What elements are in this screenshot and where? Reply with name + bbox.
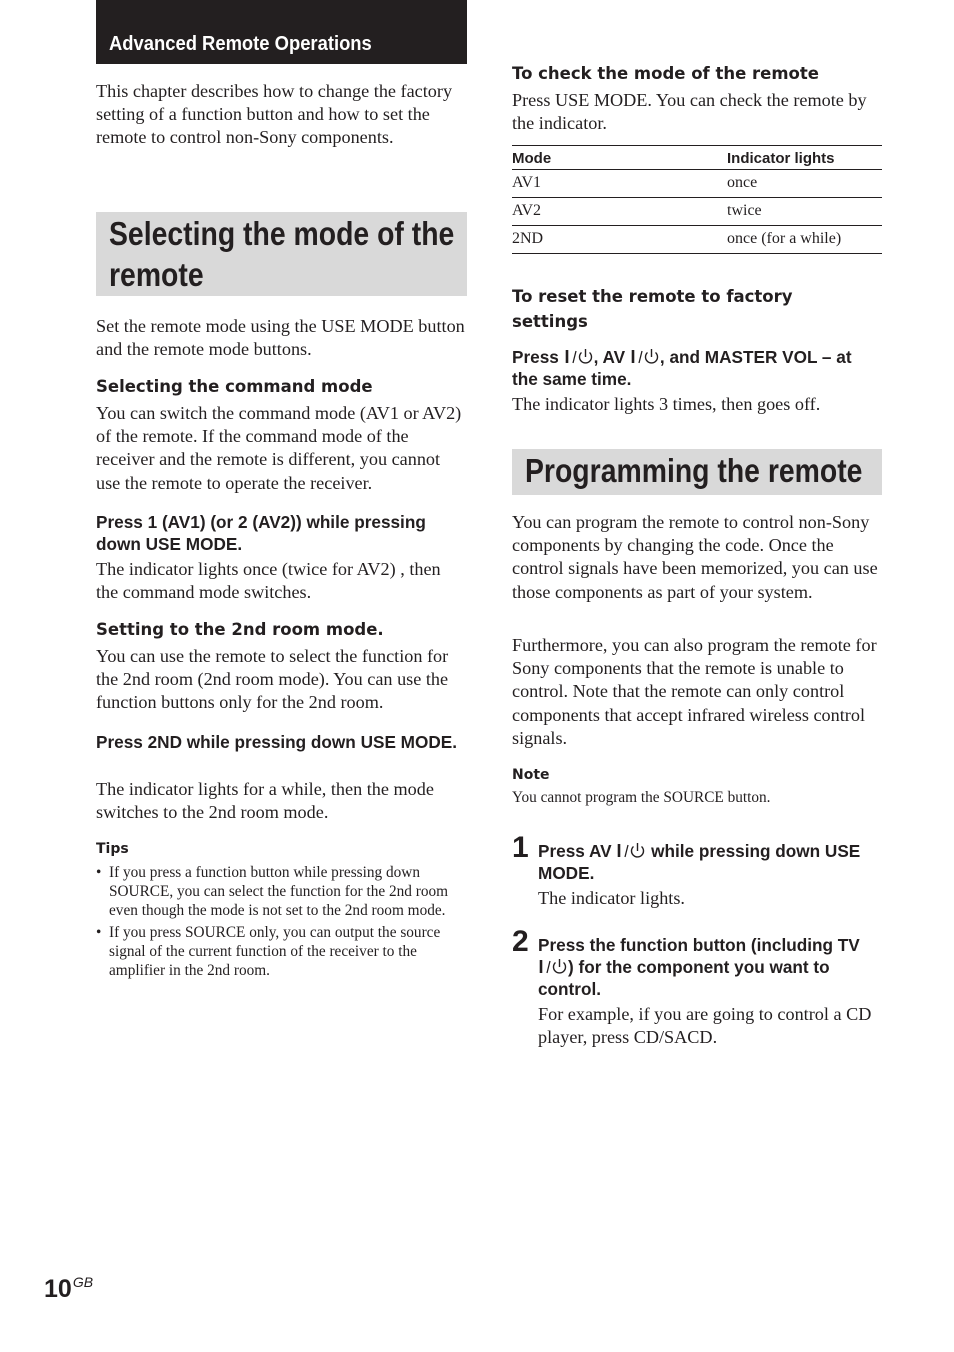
step-number: 1 (512, 831, 529, 864)
tip-item: • If you press SOURCE only, you can output the source signal of the current function of the receiver to the amplifier in the 2nd room. (96, 923, 464, 981)
tip-item: • If you press a function button while pressing down SOURCE, you can select the function for the 2nd room even though the mode is not set to the 2nd room mode. (96, 863, 464, 921)
note-heading: Note (512, 767, 550, 783)
page-number-value: 10 (44, 1275, 72, 1303)
table-cell-indicator: once (727, 170, 882, 198)
table-cell-mode: AV2 (512, 198, 727, 226)
section-title-box (512, 449, 882, 495)
reset-instruction (512, 346, 882, 390)
room-mode-instruction: Press 2ND while pressing down USE MODE. (96, 732, 458, 752)
power-standby-icon (616, 842, 646, 859)
reset-instruction-prefix: Press (512, 347, 564, 367)
step-instruction-prefix: Press AV (538, 841, 617, 861)
command-mode-heading: Selecting the command mode (96, 377, 373, 396)
chapter-header-bar (96, 0, 467, 64)
table-header-row (512, 146, 882, 170)
check-mode-heading: To check the mode of the remote (512, 64, 819, 83)
tips-heading: Tips (96, 841, 129, 857)
table-cell-indicator: twice (727, 198, 882, 226)
step-instruction-prefix: Press the function button (including TV (538, 935, 860, 955)
programming-para-1: You can program the remote to control non-Sony components by changing the code. Once the control signals have been memorized, you can use those components as part of your system. (512, 512, 878, 602)
table-header-mode: Mode (512, 146, 727, 170)
section-intro: Set the remote mode using the USE MODE button and the remote mode buttons. (96, 316, 465, 360)
table-cell-indicator: once (for a while) (727, 226, 882, 254)
power-standby-icon (564, 348, 594, 365)
room-mode-text: You can use the remote to select the function for the 2nd room (2nd room mode). You can use the function buttons only for the 2nd room. (96, 646, 449, 713)
room-mode-heading: Setting to the 2nd room mode. (96, 620, 384, 639)
reset-heading: To reset the remote to factory settings (512, 287, 793, 331)
check-mode-text: Press USE MODE. You can check the remote by the indicator. (512, 90, 867, 134)
page-number-suffix: GB (72, 1274, 94, 1290)
room-mode-result: The indicator lights for a while, then the mode switches to the 2nd room mode. (96, 779, 434, 823)
page-number (44, 1274, 93, 1304)
power-standby-icon (630, 348, 660, 365)
step-instruction (538, 934, 882, 1000)
power-standby-icon (538, 958, 568, 975)
table-cell-mode: AV1 (512, 170, 727, 198)
reset-instruction-mid: , AV (593, 347, 630, 367)
table-row (512, 198, 882, 226)
step-result: The indicator lights. (538, 888, 685, 908)
reset-instruction-suffix: , and MASTER VOL – at the same time. (512, 347, 852, 389)
reset-result: The indicator lights 3 times, then goes off. (512, 394, 821, 414)
section-title: Selecting the mode of the remote (109, 215, 455, 293)
programming-para-2: Furthermore, you can also program the remote for Sony components that the remote is unable to control. Note that the remote can only control components that accept infrared wireless control signals. (512, 635, 877, 748)
table-header-indicator: Indicator lights (727, 146, 882, 170)
indicator-table (512, 145, 882, 254)
table-row (512, 226, 882, 254)
step-instruction-suffix: while pressing down USE MODE. (538, 841, 861, 883)
step-instruction (538, 840, 882, 884)
table-row (512, 170, 882, 198)
command-mode-text: You can switch the command mode (AV1 or AV2) of the remote. If the command mode of the receiver and the remote is different, you cannot use the remote to operate the receiver. (96, 403, 462, 493)
command-mode-result: The indicator lights once (twice for AV2) , then the command mode switches. (96, 559, 441, 603)
section-title: Programming the remote (525, 452, 863, 489)
step-instruction-suffix: ) for the component you want to control. (538, 957, 830, 999)
table-cell-mode: 2ND (512, 226, 727, 254)
step-number: 2 (512, 925, 529, 958)
tips-list (96, 863, 464, 982)
section-title-box (96, 212, 467, 296)
chapter-intro: This chapter describes how to change the factory setting of a function button and how to set the remote to control non-Sony components. (96, 81, 453, 148)
note-text: You cannot program the SOURCE button. (512, 789, 771, 806)
chapter-title: Advanced Remote Operations (109, 33, 372, 55)
step-result: For example, if you are going to control a CD player, press CD/SACD. (538, 1004, 872, 1048)
command-mode-instruction: Press 1 (AV1) (or 2 (AV2)) while pressing down USE MODE. (96, 512, 426, 554)
